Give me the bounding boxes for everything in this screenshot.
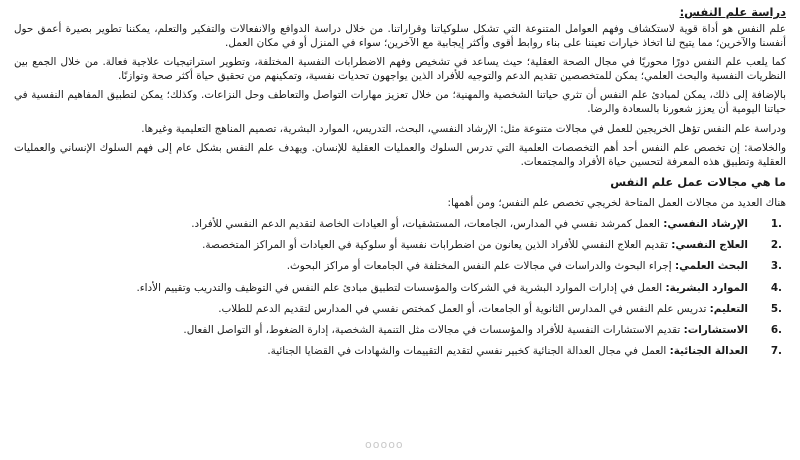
paragraph-summary: والخلاصة: إن تخصص علم النفس أحد أهم التخصصات العلمية التي تدرس السلوك والعمليات العقلية للإنسان. ويهدف علم النفس بشكل عام إلى فهم السلوك الإنساني والعمليات العقلية وتطبيق هذه المعرفة لتحسين حياة الأفراد والمجتمعات. (14, 142, 786, 168)
list-term: الاستشارات: (683, 323, 748, 336)
list-term: التعليم: (709, 302, 748, 315)
list-item (14, 281, 786, 295)
list-item (14, 217, 786, 231)
list-text: العمل في إدارات الموارد البشرية في الشركات والمؤسسات لتطبيق مبادئ علم النفس في التوظيف والتدريب وتقييم الأداء. (136, 281, 666, 294)
list-number: 1. (770, 217, 782, 230)
list-number: 3. (770, 260, 782, 273)
list-item (14, 302, 786, 316)
list-term: الإرشاد النفسي: (663, 217, 748, 230)
list-term: العدالة الجنائية: (669, 345, 748, 358)
list-text: تقديم العلاج النفسي للأفراد الذين يعانون من اضطرابات نفسية أو سلوكية في العيادات أو المراكز المتخصصة. (202, 239, 672, 252)
fields-intro: هناك العديد من مجالات العمل المتاحة لخريجي تخصص علم النفس؛ ومن أهمها: (447, 197, 786, 210)
paragraph-mental-health: كما يلعب علم النفس دورًا محوريًا في مجال الصحة العقلية؛ حيث يساعد في تشخيص وفهم الاضطرابات النفسية المختلفة، وتطوير استراتيجيات علاجية فعالة. من خلال الجمع بين النظريات النفسية والبحث العلمي؛ يمكن للمتخصصين تقديم الدعم والتوجيه للأفراد الذين يواجهون تحديات نفسية، وتمكينهم من تحقيق حياة أكثر صحة وتوازنًا. (14, 56, 786, 82)
list-number: 7. (770, 345, 782, 358)
fields-list (14, 217, 786, 358)
paragraph-careers: ودراسة علم النفس تؤهل الخريجين للعمل في مجالات متنوعة مثل: الإرشاد النفسي، البحث، التدريس، الموارد البشرية، تصميم المناهج التعليمية وغيرها. (141, 122, 786, 135)
list-number: 6. (770, 323, 782, 336)
list-term: البحث العلمي: (674, 260, 748, 273)
fields-heading: ما هي مجالات عمل علم النفس (610, 175, 786, 190)
list-item (14, 344, 786, 358)
list-item (14, 323, 786, 337)
list-term: العلاج النفسي: (671, 239, 748, 252)
list-item (14, 238, 786, 252)
page-title: دراسة علم النفس: (679, 5, 786, 19)
paragraph-personal-life: بالإضافة إلى ذلك، يمكن لمبادئ علم النفس أن تثري حياتنا الشخصية والمهنية؛ من خلال تعزيز مهارات التواصل والتعاطف وحل النزاعات. وكذلك؛ يمكن لتطبيق المفاهيم النفسية في حياتنا اليومية أن يعزز شعورنا بالسعادة والرضا. (14, 89, 786, 115)
list-term: الموارد البشرية: (665, 281, 748, 294)
list-item (14, 259, 786, 273)
list-number: 4. (770, 281, 782, 294)
watermark: ooooo (365, 438, 404, 451)
list-number: 2. (770, 239, 782, 252)
list-text: العمل كمرشد نفسي في المدارس، الجامعات، المستشفيات، أو العيادات الخاصة لتقديم الدعم النفسي للأفراد. (191, 217, 664, 230)
list-number: 5. (770, 302, 782, 315)
list-text: تدريس علم النفس في المدارس الثانوية أو الجامعات، أو العمل كمختص نفسي في المدارس لتقديم الدعم للطلاب. (218, 302, 710, 315)
list-text: تقديم الاستشارات النفسية للأفراد والمؤسسات في مجالات مثل التنمية الشخصية، إدارة الضغوط، أو التواصل الفعال. (183, 323, 684, 336)
list-text: إجراء البحوث والدراسات في مجالات علم النفس المختلفة في الجامعات أو مراكز البحوث. (286, 260, 675, 273)
paragraph-intro: علم النفس هو أداة قوية لاستكشاف وفهم العوامل المتنوعة التي تشكل سلوكياتنا وقراراتنا. من خلال دراسة الدوافع والانفعالات والتفكير والتعلم، يمكننا تطوير بصيرة أعمق حول أنفسنا والآخرين؛ مما يتيح لنا اتخاذ خيارات تعيننا على بناء روابط أقوى وأكثر إيجابية مع الآخرين؛ سواء في المنزل أو في مكان العمل. (14, 23, 786, 49)
list-text: العمل في مجال العدالة الجنائية كخبير نفسي لتقديم التقييمات والشهادات في القضايا الجنائية. (267, 345, 670, 358)
